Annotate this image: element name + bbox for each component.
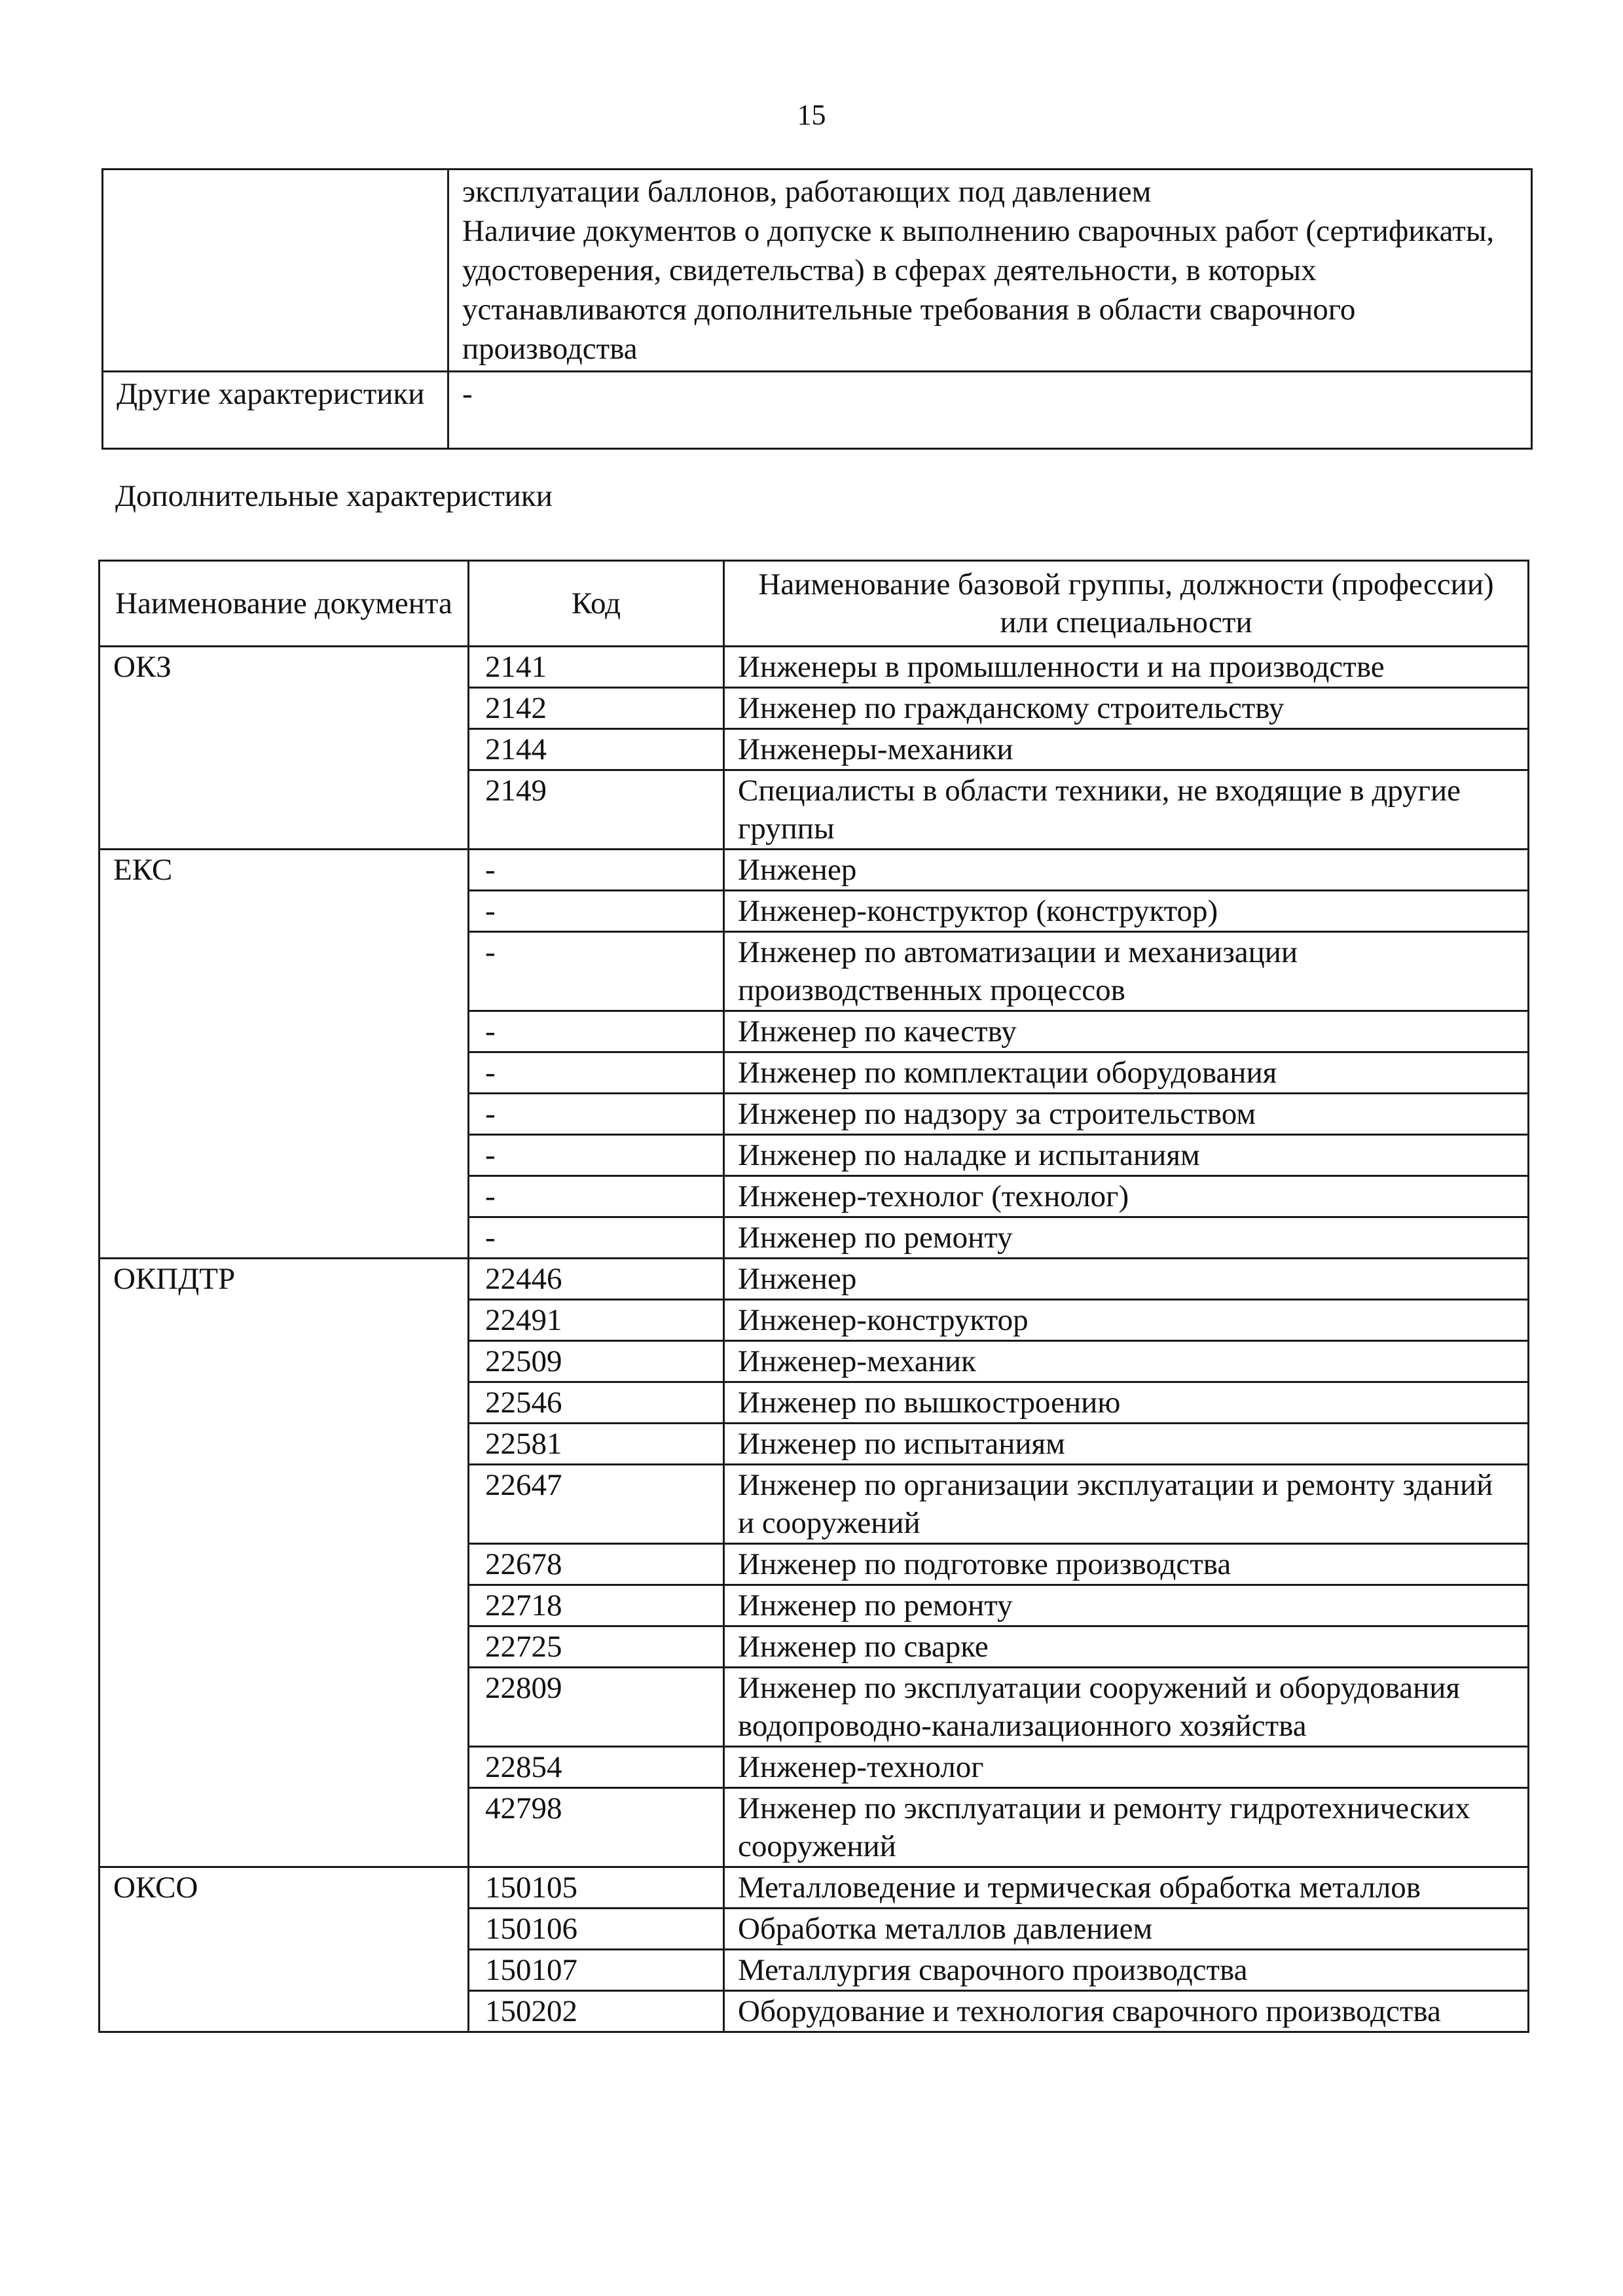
row-label	[103, 170, 448, 372]
profession-name-cell: Инженер по надзору за строительством	[724, 1094, 1529, 1135]
code-cell: -	[469, 1011, 724, 1052]
section-title: Дополнительные характеристики	[115, 479, 553, 513]
document-name-cell: ОКПДТР	[100, 1259, 469, 1867]
code-cell: 150105	[469, 1867, 724, 1909]
requirements-table	[101, 168, 1533, 450]
code-cell: 22546	[469, 1382, 724, 1424]
code-cell: 22446	[469, 1259, 724, 1300]
profession-name-cell: Инженер по ремонту	[724, 1217, 1529, 1259]
profession-name-cell: Инженер по подготовке производства	[724, 1544, 1529, 1585]
code-cell: 150106	[469, 1909, 724, 1950]
classification-table	[98, 560, 1529, 2033]
profession-name-cell: Инженер по сварке	[724, 1626, 1529, 1668]
profession-name-cell: Инженер по эксплуатации и ремонту гидротехнических сооружений	[724, 1788, 1529, 1867]
code-cell: -	[469, 1052, 724, 1094]
profession-name-cell: Инженер по гражданскому строительству	[724, 688, 1529, 729]
profession-name-cell: Металлургия сварочного производства	[724, 1950, 1529, 1991]
profession-name-cell: Инженер по комплектации оборудования	[724, 1052, 1529, 1094]
profession-name-cell: Инженер	[724, 1259, 1529, 1300]
profession-name-cell: Инженеры-механики	[724, 729, 1529, 770]
document-name-cell: ОКСО	[100, 1867, 469, 2032]
table-row	[100, 850, 1529, 891]
code-cell: -	[469, 1135, 724, 1176]
profession-name-cell: Инженер по организации эксплуатации и ремонту зданий и сооружений	[724, 1465, 1529, 1544]
profession-name-cell: Инженер по качеству	[724, 1011, 1529, 1052]
document-name-cell: ЕКС	[100, 850, 469, 1259]
content-text: эксплуатации баллонов, работающих под давлением Наличие документов о допуске к выполнению сварочных работ (сертификаты, удостоверения, свидетельства) в сферах деятельности, в которых устанавливаются дополнительные требования в области сварочного производства	[462, 175, 1495, 366]
profession-name-cell: Инженер-технолог	[724, 1747, 1529, 1788]
code-cell: -	[469, 1217, 724, 1259]
header-row	[100, 561, 1529, 647]
profession-name-cell: Инженер-конструктор	[724, 1300, 1529, 1341]
code-cell: 42798	[469, 1788, 724, 1867]
profession-name-cell: Инженер-конструктор (конструктор)	[724, 891, 1529, 932]
code-cell: 22809	[469, 1668, 724, 1747]
code-cell: 22647	[469, 1465, 724, 1544]
code-cell: 2141	[469, 647, 724, 688]
code-cell: 2142	[469, 688, 724, 729]
code-cell: 2144	[469, 729, 724, 770]
table-row	[100, 647, 1529, 688]
code-cell: 22718	[469, 1585, 724, 1626]
code-cell: -	[469, 1094, 724, 1135]
code-cell: 22678	[469, 1544, 724, 1585]
table-row	[103, 170, 1532, 372]
code-cell: 22509	[469, 1341, 724, 1382]
code-cell: 22854	[469, 1747, 724, 1788]
header-name: Наименование базовой группы, должности (профессии) или специальности	[724, 561, 1529, 647]
profession-name-cell: Инженер	[724, 850, 1529, 891]
code-cell: -	[469, 932, 724, 1011]
profession-name-cell: Инженер по наладке и испытаниям	[724, 1135, 1529, 1176]
code-cell: 22581	[469, 1424, 724, 1465]
table-row	[100, 1867, 1529, 1909]
row-label: Другие характеристики	[103, 372, 448, 449]
profession-name-cell: Оборудование и технология сварочного производства	[724, 1991, 1529, 2032]
header-code: Код	[469, 561, 724, 647]
profession-name-cell: Инженер по автоматизации и механизации производственных процессов	[724, 932, 1529, 1011]
profession-name-cell: Инженер-технолог (технолог)	[724, 1176, 1529, 1217]
code-cell: 22725	[469, 1626, 724, 1668]
profession-name-cell: Инженер по испытаниям	[724, 1424, 1529, 1465]
profession-name-cell: Инженеры в промышленности и на производстве	[724, 647, 1529, 688]
code-cell: -	[469, 1176, 724, 1217]
code-cell: -	[469, 850, 724, 891]
profession-name-cell: Обработка металлов давлением	[724, 1909, 1529, 1950]
code-cell: -	[469, 891, 724, 932]
table-body	[100, 647, 1529, 2032]
document-name-cell: ОКЗ	[100, 647, 469, 850]
code-cell: 150107	[469, 1950, 724, 1991]
profession-name-cell: Инженер-механик	[724, 1341, 1529, 1382]
profession-name-cell: Инженер по эксплуатации сооружений и оборудования водопроводно-канализационного хозяйства	[724, 1668, 1529, 1747]
row-content	[448, 170, 1532, 372]
header-doc: Наименование документа	[100, 561, 469, 647]
profession-name-cell: Специалисты в области техники, не входящие в другие группы	[724, 770, 1529, 850]
page-number: 15	[797, 99, 826, 131]
profession-name-cell: Инженер по вышкостроению	[724, 1382, 1529, 1424]
table-row	[103, 372, 1532, 449]
profession-name-cell: Инженер по ремонту	[724, 1585, 1529, 1626]
code-cell: 22491	[469, 1300, 724, 1341]
profession-name-cell: Металловедение и термическая обработка металлов	[724, 1867, 1529, 1909]
code-cell: 150202	[469, 1991, 724, 2032]
code-cell: 2149	[469, 770, 724, 850]
row-content: -	[448, 372, 1532, 449]
table-row	[100, 1259, 1529, 1300]
